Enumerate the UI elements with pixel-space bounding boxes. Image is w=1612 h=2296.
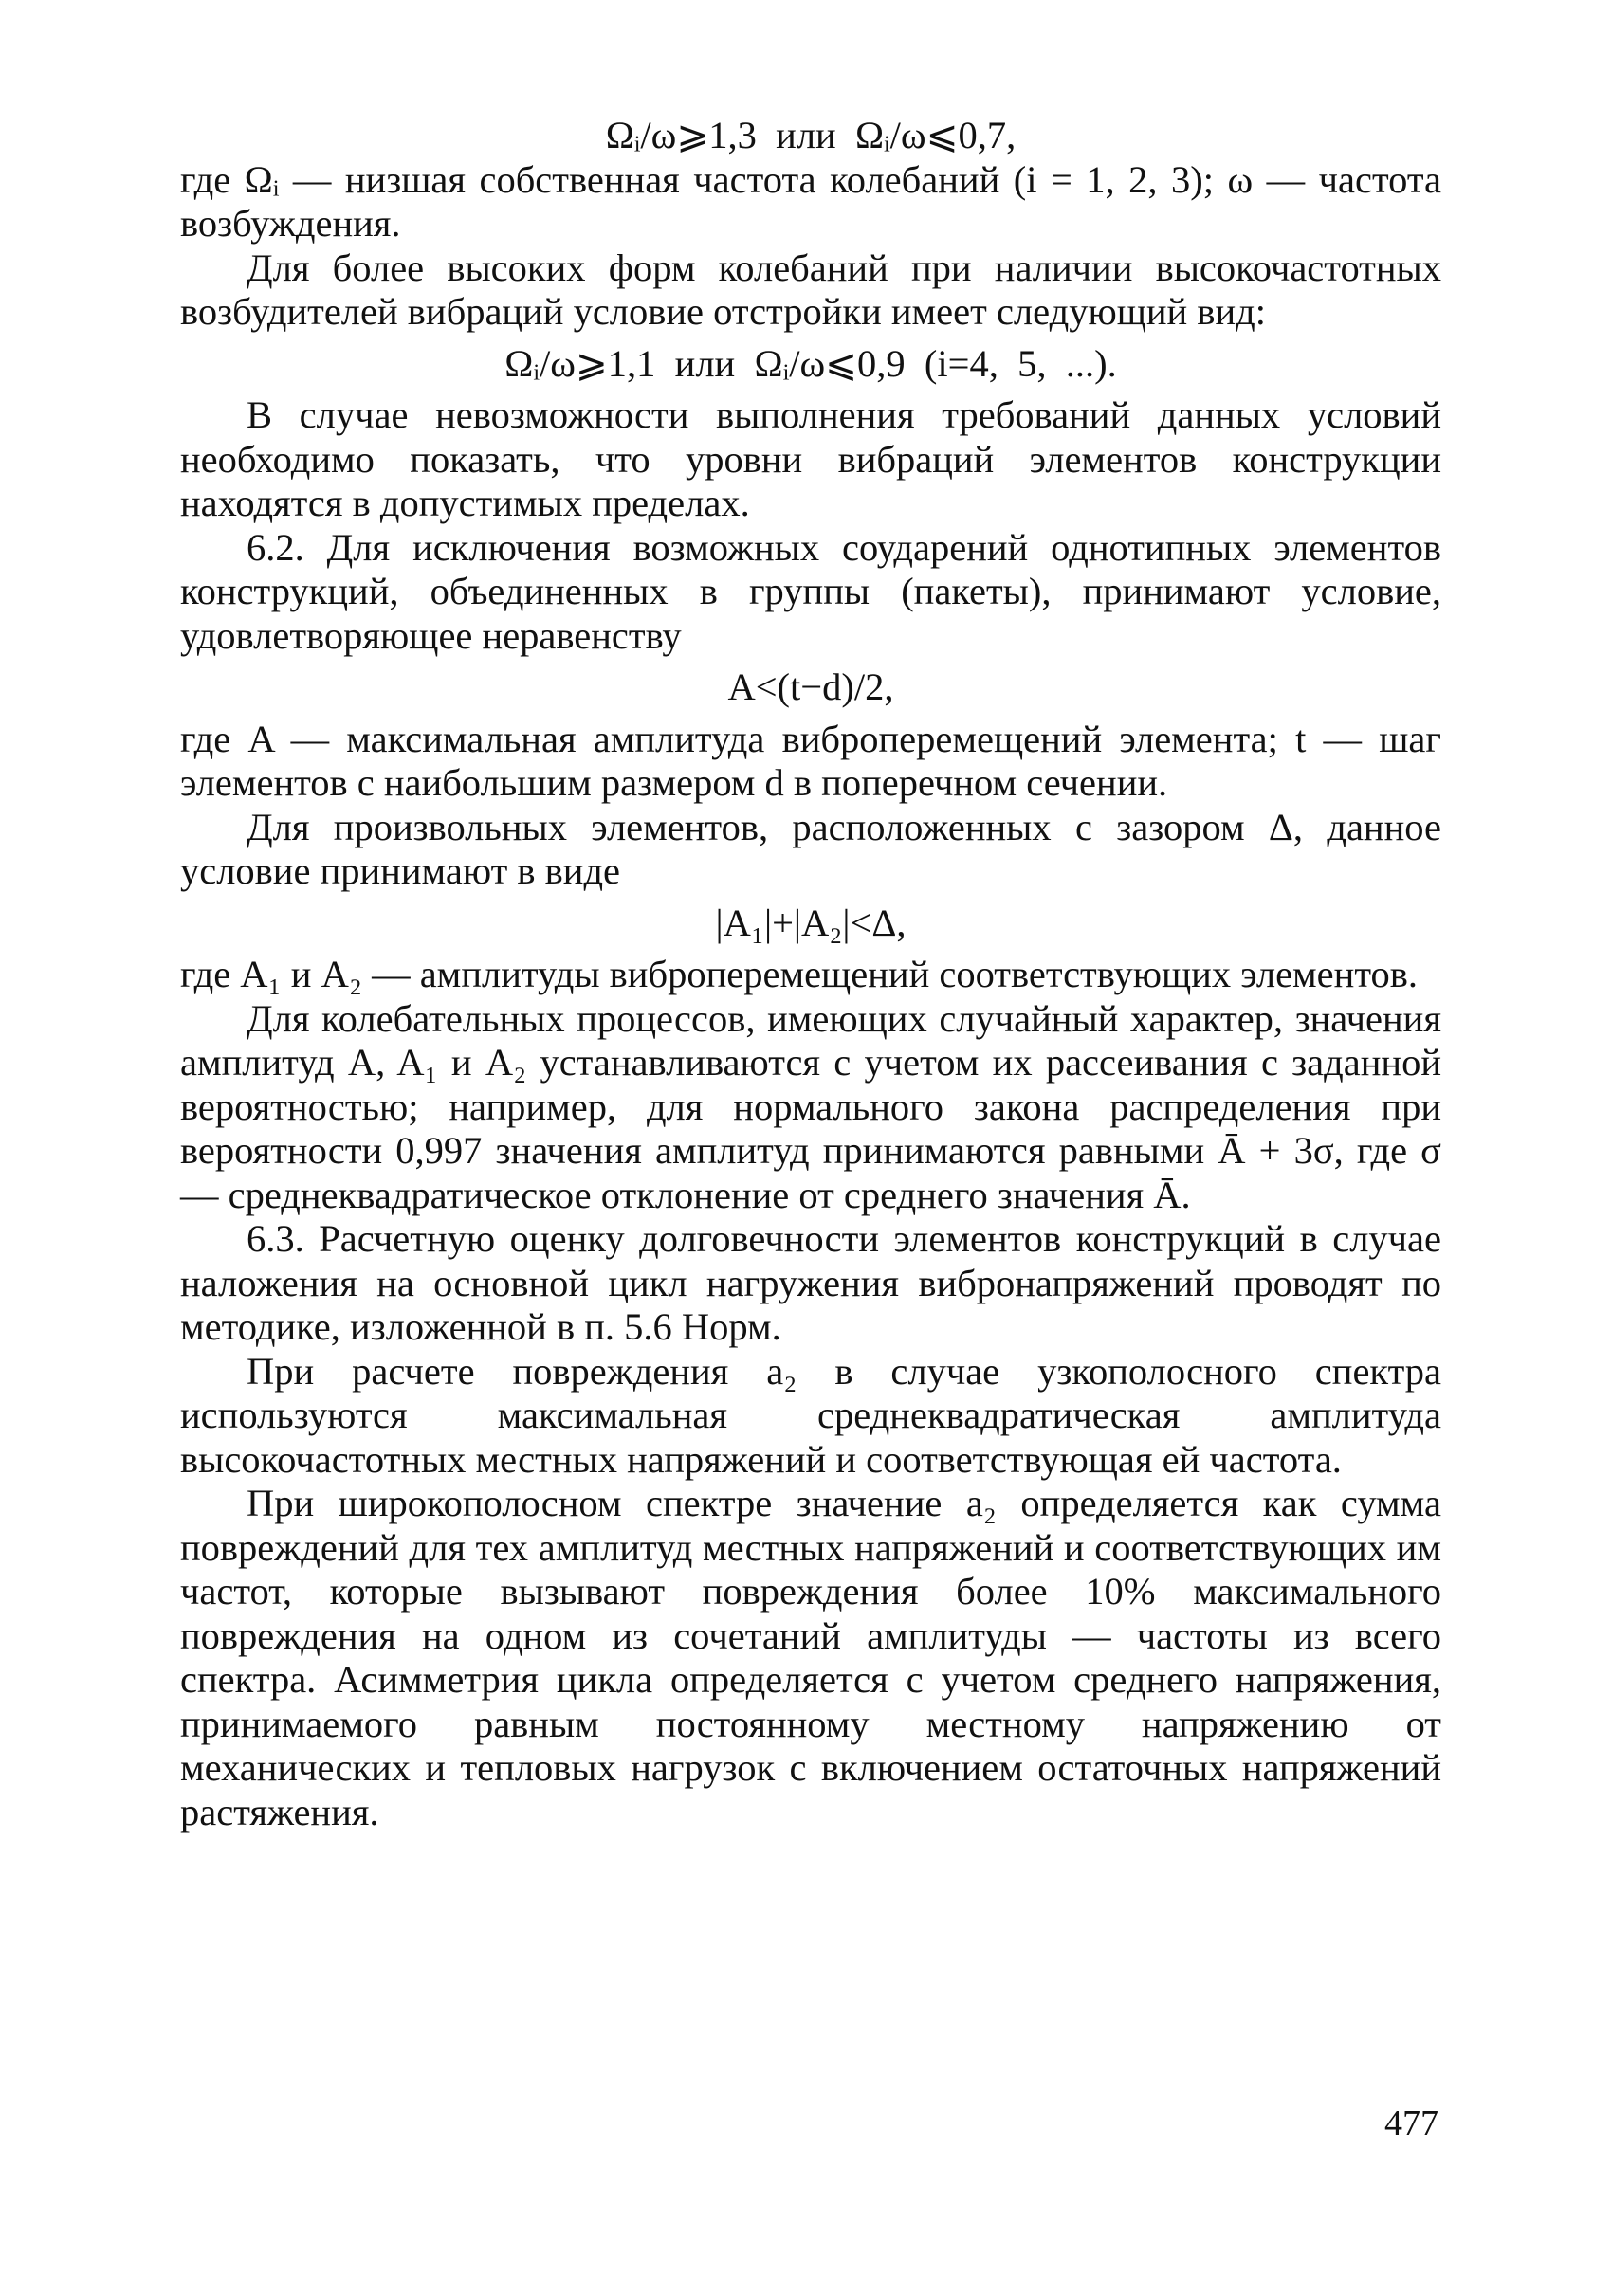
paragraph-impossibility: В случае невозможности выполнения требований данных условий необходимо показать, что уровни вибраций элементов конструкции находятся в допустимых пределах.	[180, 393, 1441, 524]
paragraph-narrowband: При расчете повреждения a₂ в случае узкополосного спектра используются максимальная среднеквадратическая амплитуда высокочастотных местных напряжений и соответствующая ей частота.	[180, 1349, 1441, 1481]
formula-gap-condition: |A₁|+|A₂|<Δ,	[715, 901, 907, 944]
paragraph-random-processes: Для колебательных процессов, имеющих случайный характер, значения амплитуд A, A₁ и A₂ устанавливаются с учетом их рассеивания с заданной вероятностью; например, для нормального закона распределения при вероятности 0,997 значения амплитуд принимаются равными Ā + 3σ, где σ — среднеквадратическое отклонение от среднего значения Ā.	[180, 996, 1441, 1216]
paragraph-section-6-2: 6.2. Для исключения возможных соударений однотипных элементов конструкций, объединенных в группы (пакеты), принимают условие, удовлетворяющее неравенству	[180, 525, 1441, 657]
formula-amplitude-limit: A<(t−d)/2,	[727, 665, 894, 708]
paragraph-definitions-amplitude: где A — максимальная амплитуда виброперемещений элемента; t — шаг элементов с наибольшим размером d в поперечном сечении.	[180, 717, 1441, 804]
paragraph-section-6-3: 6.3. Расчетную оценку долговечности элементов конструкций в случае наложения на основной цикл нагружения вибронапряжений проводят по методике, изложенной в п. 5.6 Норм.	[180, 1217, 1441, 1348]
formula-frequency-detuning-low: Ωᵢ/ω⩾1,3 или Ωᵢ/ω⩽0,7,	[605, 114, 1017, 156]
paragraph-higher-modes: Для более высоких форм колебаний при наличии высокочастотных возбудителей вибраций условие отстройки имеет следующий вид:	[180, 246, 1441, 333]
paragraph-broadband: При широкополосном спектре значение a₂ определяется как сумма повреждений для тех амплитуд местных напряжений и соответствующих им частот, которые вызывают повреждения более 10% максимального повреждения на одном из сочетаний амплитуды — частоты из всего спектра. Асимметрия цикла определяется с учетом среднего напряжения, принимаемого равным постоянному местному напряжению от механических и тепловых нагрузок с включением остаточных напряжений растяжения.	[180, 1482, 1441, 1833]
page-number: 477	[1384, 2104, 1438, 2143]
page-body	[180, 114, 1441, 1834]
paragraph-arbitrary-elements: Для произвольных элементов, расположенных с зазором Δ, данное условие принимают в виде	[180, 805, 1441, 892]
paragraph-definitions-a1-a2: где A₁ и A₂ — амплитуды виброперемещений соответствующих элементов.	[180, 953, 1418, 995]
paragraph-definitions-omega: где Ωᵢ — низшая собственная частота колебаний (i = 1, 2, 3); ω — частота возбуждения.	[180, 157, 1441, 245]
formula-frequency-detuning-high: Ωᵢ/ω⩾1,1 или Ωᵢ/ω⩽0,9 (i=4, 5, ...).	[504, 341, 1117, 385]
